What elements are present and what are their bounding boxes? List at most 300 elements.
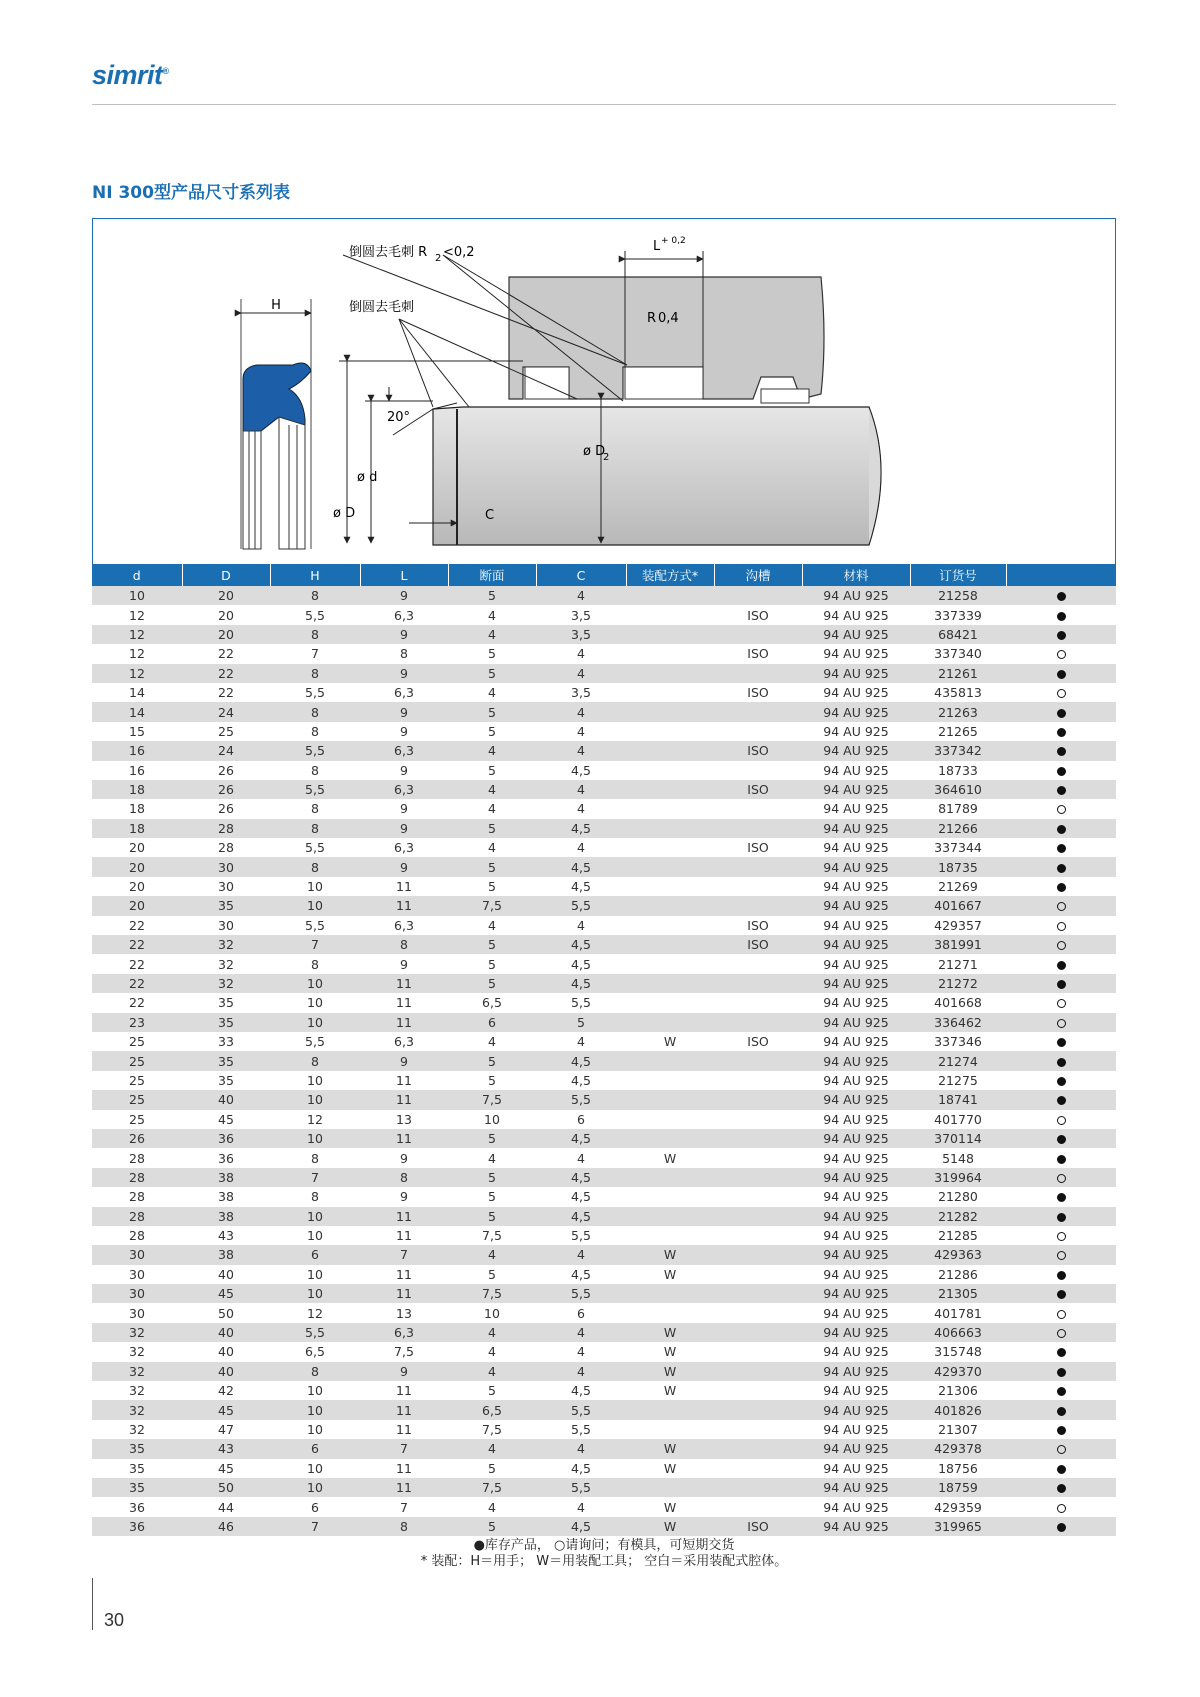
- table-cell: 4: [536, 780, 626, 799]
- table-row: [92, 1342, 1116, 1361]
- on-request-circle-icon: [1057, 1116, 1066, 1125]
- availability-cell: [1006, 1148, 1116, 1167]
- table-cell: 8: [270, 1187, 360, 1206]
- table-cell: 20: [182, 625, 270, 644]
- col-header-material: 材料: [802, 564, 910, 586]
- table-cell: ISO: [714, 935, 802, 954]
- table-cell: 5: [448, 954, 536, 973]
- availability-cell: [1006, 761, 1116, 780]
- table-cell: 6: [448, 1013, 536, 1032]
- table-cell: 38: [182, 1207, 270, 1226]
- table-cell: 94 AU 925: [802, 799, 910, 818]
- table-cell: 6,3: [360, 1032, 448, 1051]
- availability-cell: [1006, 1400, 1116, 1419]
- table-row: [92, 1051, 1116, 1070]
- table-cell: [714, 1497, 802, 1516]
- table-cell: 11: [360, 1459, 448, 1478]
- table-cell: 315748: [910, 1342, 1006, 1361]
- table-cell: 4: [536, 586, 626, 605]
- table-cell: 4: [536, 1245, 626, 1264]
- table-cell: 429363: [910, 1245, 1006, 1264]
- table-cell: 94 AU 925: [802, 819, 910, 838]
- table-cell: 6,5: [270, 1342, 360, 1361]
- table-cell: 21275: [910, 1071, 1006, 1090]
- table-cell: 10: [448, 1110, 536, 1129]
- table-cell: 11: [360, 1420, 448, 1439]
- in-stock-dot-icon: [1057, 1077, 1066, 1086]
- table-cell: 94 AU 925: [802, 1265, 910, 1284]
- table-cell: W: [626, 1265, 714, 1284]
- table-row: [92, 1207, 1116, 1226]
- on-request-circle-icon: [1057, 805, 1066, 814]
- table-cell: 13: [360, 1110, 448, 1129]
- assembly-note: * 装配：H＝用手； W＝用装配工具； 空白＝采用装配式腔体。: [420, 1554, 788, 1569]
- table-cell: 10: [270, 896, 360, 915]
- table-cell: 4,5: [536, 1051, 626, 1070]
- table-cell: 42: [182, 1381, 270, 1400]
- table-cell: 94 AU 925: [802, 1245, 910, 1264]
- table-cell: 40: [182, 1342, 270, 1361]
- table-cell: 22: [182, 644, 270, 663]
- table-cell: 6: [536, 1110, 626, 1129]
- table-cell: [626, 954, 714, 973]
- table-cell: 401668: [910, 993, 1006, 1012]
- table-cell: ISO: [714, 838, 802, 857]
- table-cell: 11: [360, 1284, 448, 1303]
- table-cell: 7,5: [448, 1226, 536, 1245]
- table-cell: 5: [448, 586, 536, 605]
- table-cell: 30: [92, 1284, 182, 1303]
- table-cell: 30: [182, 916, 270, 935]
- in-stock-dot-icon: [1057, 1368, 1066, 1377]
- table-cell: 9: [360, 799, 448, 818]
- table-cell: 32: [92, 1362, 182, 1381]
- dim-D-label: ø D: [333, 506, 356, 521]
- table-cell: [714, 761, 802, 780]
- table-cell: [714, 1420, 802, 1439]
- table-cell: 35: [92, 1478, 182, 1497]
- page-title: NI 300型产品尺寸系列表: [92, 183, 290, 203]
- table-cell: 18: [92, 819, 182, 838]
- table-cell: 8: [360, 1517, 448, 1536]
- in-stock-dot-icon: [1057, 1407, 1066, 1416]
- table-cell: [714, 1187, 802, 1206]
- table-cell: 5: [448, 1459, 536, 1478]
- availability-cell: [1006, 1110, 1116, 1129]
- table-cell: 81789: [910, 799, 1006, 818]
- table-cell: 10: [270, 1381, 360, 1400]
- table-cell: 8: [270, 1051, 360, 1070]
- table-cell: 94 AU 925: [802, 857, 910, 876]
- table-cell: 6,3: [360, 683, 448, 702]
- availability-cell: [1006, 1497, 1116, 1516]
- table-cell: W: [626, 1245, 714, 1264]
- table-cell: 4: [536, 741, 626, 760]
- in-stock-dot-icon: [1057, 1213, 1066, 1222]
- table-cell: 5,5: [536, 993, 626, 1012]
- table-cell: ISO: [714, 1517, 802, 1536]
- availability-cell: [1006, 993, 1116, 1012]
- table-cell: [714, 1245, 802, 1264]
- in-stock-dot-icon: [1057, 961, 1066, 970]
- table-cell: 4,5: [536, 1459, 626, 1478]
- table-cell: 94 AU 925: [802, 1517, 910, 1536]
- table-cell: 4: [536, 799, 626, 818]
- table-cell: 12: [92, 605, 182, 624]
- availability-cell: [1006, 1459, 1116, 1478]
- table-cell: 4: [448, 1148, 536, 1167]
- table-cell: 10: [270, 974, 360, 993]
- in-stock-dot-icon: [1057, 1523, 1066, 1532]
- table-cell: 45: [182, 1459, 270, 1478]
- table-cell: 4,5: [536, 1071, 626, 1090]
- table-cell: 25: [92, 1071, 182, 1090]
- table-cell: 4: [536, 664, 626, 683]
- availability-cell: [1006, 935, 1116, 954]
- availability-cell: [1006, 1303, 1116, 1322]
- table-cell: 46: [182, 1517, 270, 1536]
- table-cell: 94 AU 925: [802, 664, 910, 683]
- table-row: [92, 799, 1116, 818]
- table-cell: 94 AU 925: [802, 702, 910, 721]
- table-cell: 21258: [910, 586, 1006, 605]
- table-cell: 6,3: [360, 838, 448, 857]
- table-row: [92, 1323, 1116, 1342]
- table-cell: 32: [92, 1400, 182, 1419]
- table-cell: 337340: [910, 644, 1006, 663]
- table-cell: 4,5: [536, 877, 626, 896]
- table-header-row: [92, 564, 1116, 586]
- table-cell: 9: [360, 819, 448, 838]
- on-request-circle-icon: [1057, 689, 1066, 698]
- availability-cell: [1006, 1284, 1116, 1303]
- table-cell: [626, 916, 714, 935]
- table-cell: 4,5: [536, 974, 626, 993]
- table-row: [92, 838, 1116, 857]
- table-cell: 43: [182, 1439, 270, 1458]
- table-cell: [626, 1090, 714, 1109]
- table-cell: 35: [92, 1439, 182, 1458]
- table-cell: 6: [270, 1439, 360, 1458]
- table-cell: 28: [182, 819, 270, 838]
- table-cell: 26: [92, 1129, 182, 1148]
- availability-cell: [1006, 702, 1116, 721]
- table-cell: 50: [182, 1478, 270, 1497]
- table-cell: 6,3: [360, 1323, 448, 1342]
- table-cell: 8: [360, 935, 448, 954]
- in-stock-dot-icon: [1057, 1484, 1066, 1493]
- availability-cell: [1006, 954, 1116, 973]
- table-cell: 4: [536, 1439, 626, 1458]
- table-cell: 14: [92, 683, 182, 702]
- table-cell: 13: [360, 1303, 448, 1322]
- table-cell: 11: [360, 877, 448, 896]
- table-row: [92, 993, 1116, 1012]
- table-cell: [714, 1265, 802, 1284]
- table-cell: 5: [448, 1129, 536, 1148]
- table-cell: 11: [360, 1478, 448, 1497]
- table-cell: [626, 1284, 714, 1303]
- table-cell: 94 AU 925: [802, 1323, 910, 1342]
- table-cell: 18756: [910, 1459, 1006, 1478]
- table-cell: 4,5: [536, 1129, 626, 1148]
- table-cell: 10: [270, 1090, 360, 1109]
- availability-cell: [1006, 857, 1116, 876]
- table-cell: W: [626, 1381, 714, 1400]
- table-cell: 401826: [910, 1400, 1006, 1419]
- table-cell: 94 AU 925: [802, 1168, 910, 1187]
- table-cell: 43: [182, 1226, 270, 1245]
- table-cell: 8: [360, 644, 448, 663]
- on-request-circle-icon: [1057, 999, 1066, 1008]
- in-stock-dot-icon: [1057, 1348, 1066, 1357]
- in-stock-dot-icon: [1057, 747, 1066, 756]
- table-cell: 9: [360, 664, 448, 683]
- table-cell: 7,5: [448, 1420, 536, 1439]
- table-row: [92, 1245, 1116, 1264]
- table-cell: 4: [448, 916, 536, 935]
- table-cell: 38: [182, 1168, 270, 1187]
- legend-note: ●库存产品， ○请询问；有模具，可短期交货: [473, 1538, 735, 1553]
- table-cell: ISO: [714, 741, 802, 760]
- table-cell: 4: [448, 741, 536, 760]
- table-cell: [714, 1362, 802, 1381]
- table-cell: 5: [448, 877, 536, 896]
- in-stock-dot-icon: [1057, 1465, 1066, 1474]
- table-cell: 94 AU 925: [802, 644, 910, 663]
- availability-cell: [1006, 1381, 1116, 1400]
- table-cell: 94 AU 925: [802, 877, 910, 896]
- table-cell: 94 AU 925: [802, 586, 910, 605]
- table-cell: 5: [448, 1265, 536, 1284]
- table-cell: 35: [92, 1459, 182, 1478]
- table-cell: [714, 1090, 802, 1109]
- on-request-circle-icon: [1057, 1232, 1066, 1241]
- table-cell: 6: [270, 1497, 360, 1516]
- table-row: [92, 761, 1116, 780]
- table-cell: ISO: [714, 605, 802, 624]
- table-cell: 10: [270, 1284, 360, 1303]
- table-cell: 21286: [910, 1265, 1006, 1284]
- col-header-section: 断面: [448, 564, 536, 586]
- table-cell: 4: [448, 799, 536, 818]
- table-cell: 435813: [910, 683, 1006, 702]
- table-row: [92, 877, 1116, 896]
- table-cell: 7,5: [448, 1090, 536, 1109]
- in-stock-dot-icon: [1057, 980, 1066, 989]
- on-request-circle-icon: [1057, 1504, 1066, 1513]
- table-cell: 14: [92, 702, 182, 721]
- col-header-assembly: 装配方式*: [626, 564, 714, 586]
- table-cell: 4,5: [536, 1187, 626, 1206]
- table-cell: 21263: [910, 702, 1006, 721]
- table-cell: 429370: [910, 1362, 1006, 1381]
- table-cell: 35: [182, 1071, 270, 1090]
- table-cell: 5: [448, 1207, 536, 1226]
- svg-text:2: 2: [603, 452, 610, 463]
- table-cell: 94 AU 925: [802, 683, 910, 702]
- table-cell: 4: [536, 1323, 626, 1342]
- table-cell: 9: [360, 1362, 448, 1381]
- table-row: [92, 1090, 1116, 1109]
- table-cell: 11: [360, 1071, 448, 1090]
- table-cell: [626, 722, 714, 741]
- radius-label: R: [647, 311, 657, 326]
- table-cell: 94 AU 925: [802, 896, 910, 915]
- table-row: [92, 1226, 1116, 1245]
- table-cell: 5,5: [536, 1400, 626, 1419]
- table-cell: 94 AU 925: [802, 1459, 910, 1478]
- table-cell: 45: [182, 1400, 270, 1419]
- table-cell: [626, 896, 714, 915]
- table-cell: 28: [182, 838, 270, 857]
- table-cell: [626, 761, 714, 780]
- in-stock-dot-icon: [1057, 1038, 1066, 1047]
- table-cell: 10: [270, 1013, 360, 1032]
- table-cell: 12: [92, 625, 182, 644]
- table-row: [92, 954, 1116, 973]
- table-cell: 30: [92, 1303, 182, 1322]
- table-row: [92, 1478, 1116, 1497]
- table-row: [92, 1517, 1116, 1536]
- table-cell: 10: [270, 1226, 360, 1245]
- table-cell: [626, 683, 714, 702]
- table-cell: 20: [182, 586, 270, 605]
- table-cell: 5: [448, 1071, 536, 1090]
- table-cell: 20: [92, 857, 182, 876]
- table-cell: 40: [182, 1323, 270, 1342]
- table-cell: 18735: [910, 857, 1006, 876]
- table-cell: [714, 1110, 802, 1129]
- table-cell: 9: [360, 1187, 448, 1206]
- availability-cell: [1006, 625, 1116, 644]
- table-cell: 4: [536, 702, 626, 721]
- availability-cell: [1006, 1168, 1116, 1187]
- table-cell: 16: [92, 741, 182, 760]
- table-cell: 22: [92, 916, 182, 935]
- table-cell: [626, 625, 714, 644]
- table-cell: 30: [92, 1245, 182, 1264]
- availability-cell: [1006, 1362, 1116, 1381]
- table-cell: 94 AU 925: [802, 974, 910, 993]
- table-cell: 94 AU 925: [802, 1051, 910, 1070]
- table-cell: 21269: [910, 877, 1006, 896]
- availability-cell: [1006, 644, 1116, 663]
- table-cell: 94 AU 925: [802, 838, 910, 857]
- table-cell: [714, 954, 802, 973]
- table-row: [92, 1187, 1116, 1206]
- table-cell: [626, 644, 714, 663]
- table-cell: [626, 819, 714, 838]
- table-cell: 337339: [910, 605, 1006, 624]
- table-cell: 4: [448, 1362, 536, 1381]
- availability-cell: [1006, 1420, 1116, 1439]
- table-cell: 94 AU 925: [802, 1032, 910, 1051]
- table-cell: [714, 1226, 802, 1245]
- in-stock-dot-icon: [1057, 1155, 1066, 1164]
- table-cell: 401770: [910, 1110, 1006, 1129]
- table-cell: 94 AU 925: [802, 1110, 910, 1129]
- on-request-circle-icon: [1057, 922, 1066, 931]
- on-request-circle-icon: [1057, 1019, 1066, 1028]
- table-row: [92, 1265, 1116, 1284]
- table-cell: 5,5: [270, 1323, 360, 1342]
- housing: [509, 277, 824, 403]
- in-stock-dot-icon: [1057, 1096, 1066, 1105]
- on-request-circle-icon: [1057, 1310, 1066, 1319]
- table-cell: 25: [92, 1090, 182, 1109]
- table-cell: 9: [360, 857, 448, 876]
- table-cell: 21261: [910, 664, 1006, 683]
- table-cell: 26: [182, 780, 270, 799]
- in-stock-dot-icon: [1057, 592, 1066, 601]
- table-cell: 35: [182, 993, 270, 1012]
- table-cell: 21306: [910, 1381, 1006, 1400]
- table-cell: [714, 1168, 802, 1187]
- in-stock-dot-icon: [1057, 1135, 1066, 1144]
- table-cell: 319964: [910, 1168, 1006, 1187]
- table-cell: 10: [270, 1400, 360, 1419]
- availability-cell: [1006, 1265, 1116, 1284]
- table-cell: 6: [270, 1245, 360, 1264]
- table-cell: 4: [448, 1032, 536, 1051]
- table-cell: 94 AU 925: [802, 1090, 910, 1109]
- table-cell: 5,5: [536, 1090, 626, 1109]
- in-stock-dot-icon: [1057, 631, 1066, 640]
- table-cell: 94 AU 925: [802, 722, 910, 741]
- table-cell: 94 AU 925: [802, 1478, 910, 1497]
- table-cell: 45: [182, 1110, 270, 1129]
- in-stock-dot-icon: [1057, 883, 1066, 892]
- table-cell: 9: [360, 1051, 448, 1070]
- table-cell: 3,5: [536, 605, 626, 624]
- table-cell: 5: [448, 722, 536, 741]
- table-row: [92, 1013, 1116, 1032]
- table-cell: 21305: [910, 1284, 1006, 1303]
- page-number: 30: [104, 1610, 125, 1630]
- table-cell: 94 AU 925: [802, 1129, 910, 1148]
- table-cell: 4,5: [536, 1207, 626, 1226]
- in-stock-dot-icon: [1057, 670, 1066, 679]
- table-cell: 5: [448, 1381, 536, 1400]
- table-cell: [626, 1207, 714, 1226]
- table-cell: 10: [270, 1207, 360, 1226]
- table-cell: 26: [182, 761, 270, 780]
- availability-cell: [1006, 586, 1116, 605]
- table-cell: 406663: [910, 1323, 1006, 1342]
- availability-cell: [1006, 780, 1116, 799]
- in-stock-dot-icon: [1057, 844, 1066, 853]
- in-stock-dot-icon: [1057, 1193, 1066, 1202]
- table-cell: 5,5: [536, 1226, 626, 1245]
- table-cell: 370114: [910, 1129, 1006, 1148]
- table-cell: [626, 1478, 714, 1497]
- table-cell: 4,5: [536, 1381, 626, 1400]
- table-row: [92, 644, 1116, 663]
- table-cell: 5: [448, 1168, 536, 1187]
- in-stock-dot-icon: [1057, 1271, 1066, 1280]
- table-cell: 10: [270, 1265, 360, 1284]
- table-cell: 94 AU 925: [802, 1187, 910, 1206]
- angle-label: 20°: [387, 410, 411, 425]
- table-cell: 4,5: [536, 1168, 626, 1187]
- table-cell: 18733: [910, 761, 1006, 780]
- table-cell: [714, 625, 802, 644]
- table-cell: 22: [92, 935, 182, 954]
- table-cell: 4,5: [536, 761, 626, 780]
- table-cell: 21271: [910, 954, 1006, 973]
- table-cell: [714, 1342, 802, 1361]
